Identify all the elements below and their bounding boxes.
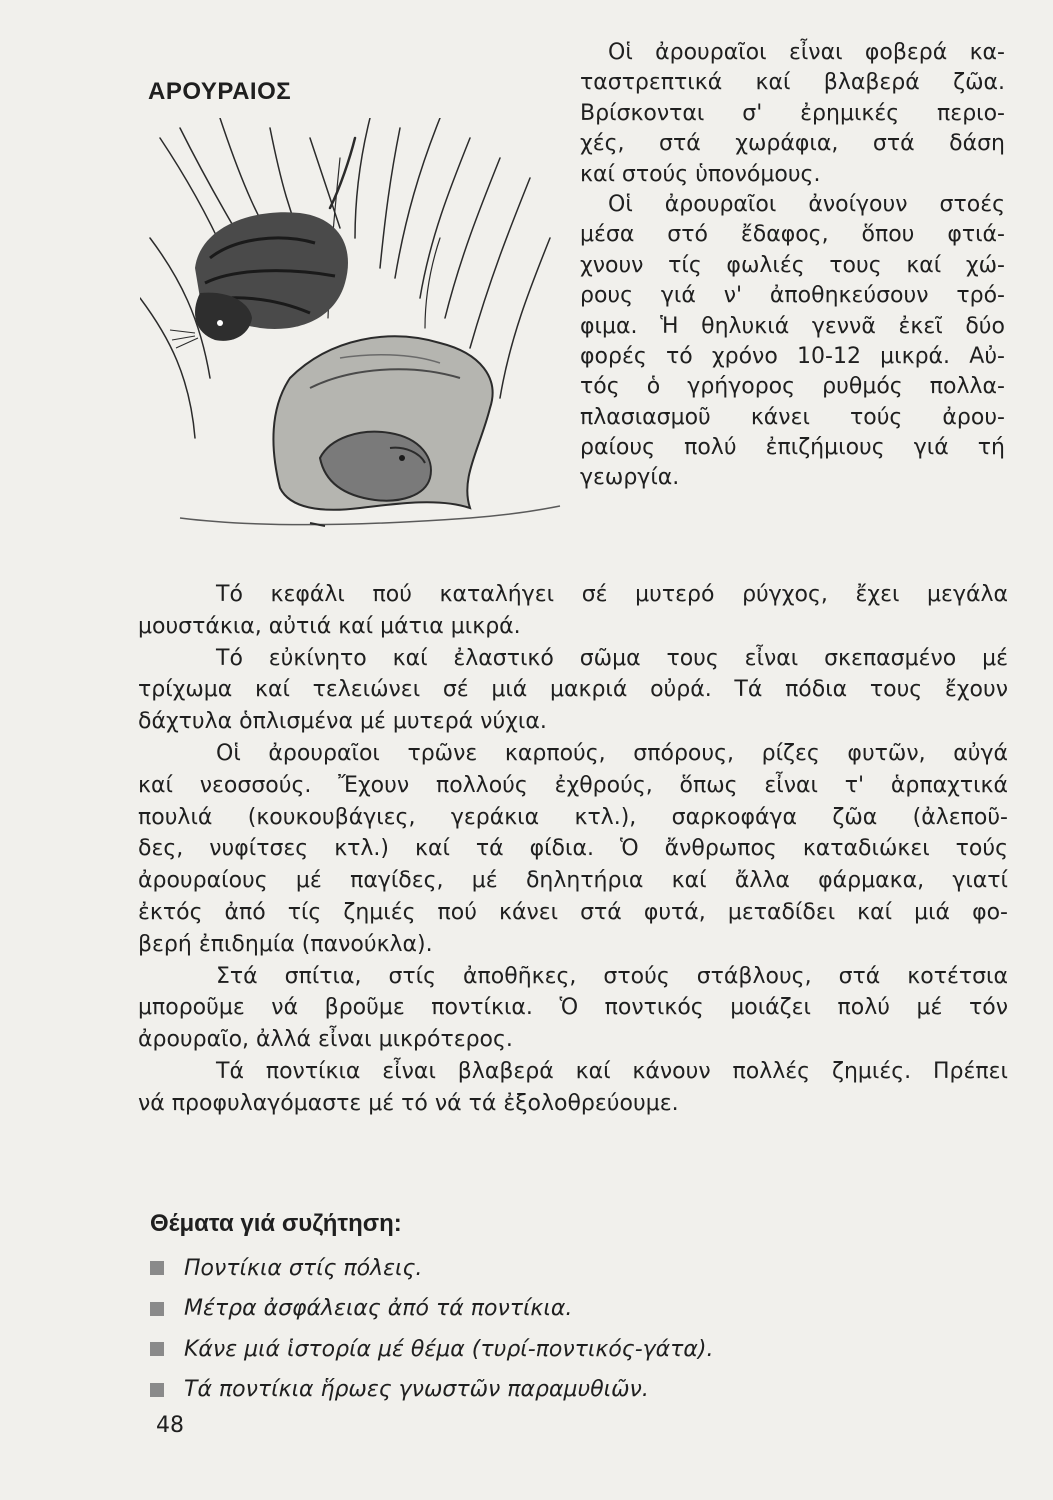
text-line: ταστρεπτικά καί βλαβερά ζῶα. [580, 70, 1005, 96]
text-line: Οἱ ἀρουραῖοι εἶναι φοβερά κα- [608, 40, 1005, 65]
field-rat-illustration-icon [140, 118, 580, 558]
text-line: μποροῦμε νά βροῦμε ποντίκια. Ὁ ποντικός μοιάζει πολύ μέ τόν [138, 995, 1008, 1021]
text-line: γεωργία. [580, 465, 680, 491]
text-line: βερή ἐπιδημία (πανούκλα). [138, 931, 433, 957]
text-line: πλασιασμοῦ κάνει τούς ἀρου- [580, 404, 1005, 430]
text-line: τρίχωμα καί τελειώνει σέ μιά μακριά οὐρά. Τά πόδια τους ἔχουν [138, 677, 1008, 703]
topic-text: Κάνε μιά ἱστορία μέ θέμα (τυρί-ποντικός-γάτα). [184, 1336, 714, 1362]
text-line: ἀρουραίους μέ παγίδες, μέ δηλητήρια καί ἄλλα φάρμακα, γιατί [138, 868, 1008, 894]
text-line: τός ὁ γρήγορος ρυθμός πολλα- [580, 374, 1005, 400]
text-line: ραίους πολύ ἐπιζήμιους γιά τή [580, 435, 1005, 461]
text-line: ἀρουραῖο, ἀλλά εἶναι μικρότερος. [138, 1027, 513, 1053]
text-line: καί νεοσσούς. Ἔχουν πολλούς ἐχθρούς, ὅπως εἶναι τ' ἁρπαχτικά [138, 772, 1008, 798]
text-line: Στά σπίτια, στίς ἀποθῆκες, στούς στάβλους, στά κοτέτσια [216, 963, 1008, 989]
text-line: Βρίσκονται σ' ἐρημικές περιο- [580, 100, 1005, 126]
list-item [150, 1370, 713, 1411]
text-line: ἐκτός ἀπό τίς ζημιές πού κάνει στά φυτά, μεταδίδει καί μιά φο- [138, 899, 1008, 925]
topic-text: Μέτρα ἀσφάλειας ἀπό τά ποντίκια. [184, 1296, 573, 1322]
topic-text: Ποντίκια στίς πόλεις. [184, 1255, 423, 1281]
text-line: χνουν τίς φωλιές τους καί χώ- [580, 252, 1005, 278]
page-number: 48 [156, 1413, 184, 1438]
intro-paragraphs [580, 38, 1005, 494]
square-bullet-icon [150, 1261, 164, 1275]
discussion-topics-list [150, 1248, 713, 1410]
text-line: ρους γιά ν' ἀποθηκεύσουν τρό- [580, 283, 1005, 309]
text-line: καί στούς ὑπονόμους. [580, 161, 821, 187]
square-bullet-icon [150, 1383, 164, 1397]
text-line: Τό εὐκίνητο καί ἐλαστικό σῶμα τους εἶναι σκεπασμένο μέ [216, 645, 1008, 671]
square-bullet-icon [150, 1342, 164, 1356]
text-line: μουστάκια, αὐτιά καί μάτια μικρά. [138, 613, 521, 639]
text-line: Τό κεφάλι πού καταλήγει σέ μυτερό ρύγχος, ἔχει μεγάλα [216, 582, 1008, 607]
text-line: δες, νυφίτσες κτλ.) καί τά φίδια. Ὁ ἄνθρωπος καταδιώκει τούς [138, 836, 1008, 862]
discussion-heading: Θέματα γιά συζήτηση: [150, 1210, 402, 1237]
text-line: Οἱ ἀρουραῖοι ἀνοίγουν στοές [608, 191, 1005, 217]
text-line: Τά ποντίκια εἶναι βλαβερά καί κάνουν πολλές ζημιές. Πρέπει [216, 1058, 1008, 1084]
text-line: πουλιά (κουκουβάγιες, γεράκια κτλ.), σαρκοφάγα ζῶα (ἀλεποῦ- [138, 804, 1008, 830]
text-line: χές, στά χωράφια, στά δάση [580, 131, 1005, 157]
text-line: φιμα. Ἡ θηλυκιά γεννᾶ ἐκεῖ δύο [580, 313, 1005, 339]
page-title: ΑΡΟΥΡΑΙΟΣ [148, 78, 292, 105]
text-line: νά προφυλαγόμαστε μέ τό νά τά ἐξολοθρεύουμε. [138, 1090, 679, 1116]
list-item [150, 1289, 713, 1330]
square-bullet-icon [150, 1302, 164, 1316]
topic-text: Τά ποντίκια ἥρωες γνωστῶν παραμυθιῶν. [184, 1377, 649, 1403]
list-item [150, 1329, 713, 1370]
body-paragraphs [138, 579, 1008, 1120]
text-line: Οἱ ἀρουραῖοι τρῶνε καρπούς, σπόρους, ρίζες φυτῶν, αὐγά [216, 740, 1008, 766]
text-line: μέσα στό ἔδαφος, ὅπου φτιά- [580, 222, 1005, 248]
text-line: φορές τό χρόνο 10-12 μικρά. Αὐ- [580, 343, 1005, 369]
list-item [150, 1248, 713, 1289]
text-line: δάχτυλα ὁπλισμένα μέ μυτερά νύχια. [138, 709, 547, 735]
